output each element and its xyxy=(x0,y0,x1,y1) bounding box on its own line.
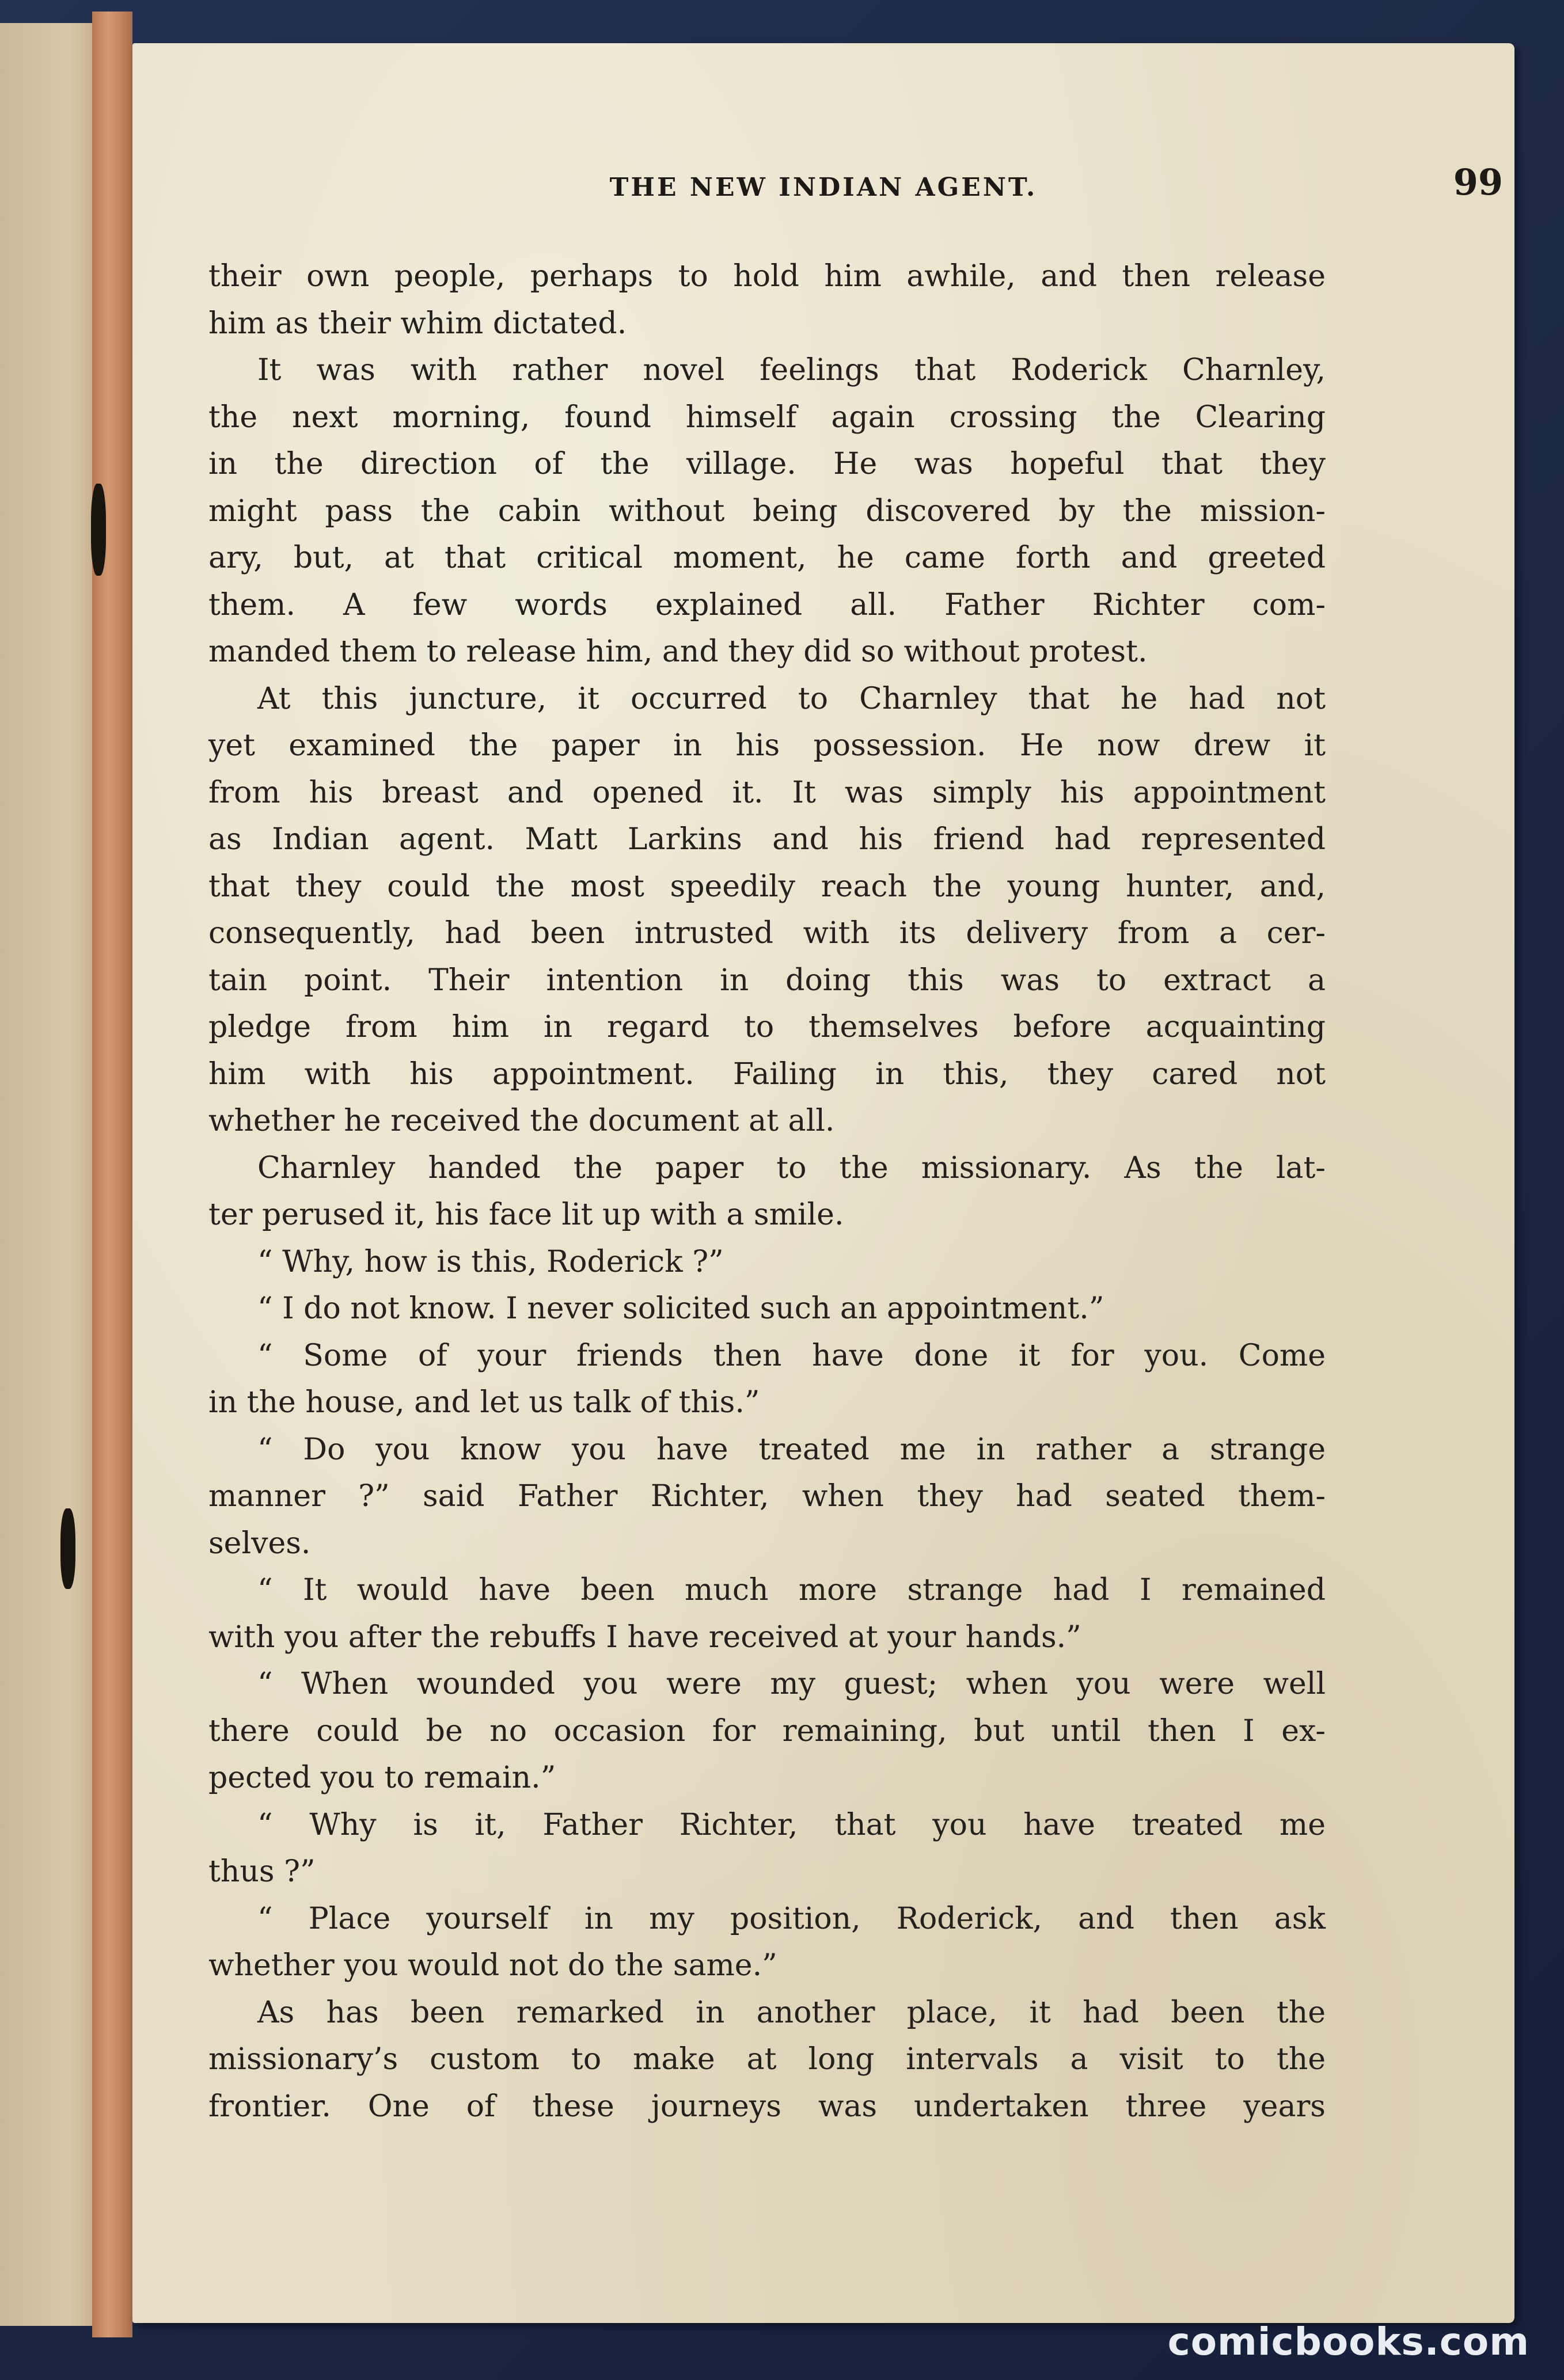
running-head: THE NEW INDIAN AGENT. xyxy=(609,173,1038,202)
binding-stitch-mark xyxy=(91,484,106,576)
text-line: in the direction of the village. He was hopeful that they xyxy=(208,447,1326,481)
text-line: whether you would not do the same.” xyxy=(208,1948,777,1983)
text-line: him as their whim dictated. xyxy=(208,306,627,341)
text-line: Charnley handed the paper to the missionary. As the lat- xyxy=(257,1150,1326,1185)
text-line: “ Why is it, Father Richter, that you have treated me xyxy=(257,1807,1326,1842)
text-line: from his breast and opened it. It was simply his appointment xyxy=(208,775,1326,810)
text-line: “ When wounded you were my guest; when you were well xyxy=(257,1667,1326,1701)
text-line: whether he received the document at all. xyxy=(208,1104,835,1138)
watermark: comicbooks.com xyxy=(1167,2320,1529,2364)
text-line: ter perused it, his face lit up with a smile. xyxy=(208,1197,844,1232)
text-line: the next morning, found himself again crossing the Clearing xyxy=(208,400,1326,435)
text-line: manded them to release him, and they did so without protest. xyxy=(208,634,1148,669)
book-spine xyxy=(92,12,132,2337)
text-line: ary, but, at that critical moment, he came forth and greeted xyxy=(208,541,1326,575)
text-line: consequently, had been intrusted with its delivery from a cer- xyxy=(208,916,1326,951)
text-line: thus ?” xyxy=(208,1854,316,1889)
text-line: “ Do you know you have treated me in rather a strange xyxy=(257,1432,1326,1467)
text-line: them. A few words explained all. Father Richter com- xyxy=(208,587,1326,622)
text-line: there could be no occasion for remaining, but until then I ex- xyxy=(208,1713,1326,1748)
text-line: tain point. Their intention in doing this was to extract a xyxy=(208,963,1326,998)
text-line: frontier. One of these journeys was undertaken three years xyxy=(208,2089,1326,2124)
text-line: It was with rather novel feelings that Roderick Charnley, xyxy=(257,353,1326,387)
text-line: might pass the cabin without being discovered by the mission- xyxy=(208,493,1326,529)
text-line: “ Why, how is this, Roderick ?” xyxy=(257,1244,724,1279)
text-line: “ I do not know. I never solicited such an appointment.” xyxy=(257,1291,1104,1326)
text-line: pledge from him in regard to themselves before acquainting xyxy=(208,1010,1326,1044)
text-line: At this juncture, it occurred to Charnley that he had not xyxy=(257,681,1326,716)
text-line: as Indian agent. Matt Larkins and his friend had represented xyxy=(208,822,1326,857)
binding-stitch-mark xyxy=(60,1508,75,1589)
text-line: pected you to remain.” xyxy=(208,1761,556,1795)
text-line: missionary’s custom to make at long intervals a visit to the xyxy=(208,2042,1326,2077)
text-line: him with his appointment. Failing in this, they cared not xyxy=(208,1056,1326,1092)
text-line: As has been remarked in another place, it had been the xyxy=(257,1995,1326,2030)
text-line: with you after the rebuffs I have received at your hands.” xyxy=(208,1619,1081,1655)
page-number: 99 xyxy=(1453,161,1503,203)
text-line: that they could the most speedily reach the young hunter, and, xyxy=(208,869,1326,904)
text-line: “ Place yourself in my position, Roderick, and then ask xyxy=(257,1901,1326,1936)
text-line: selves. xyxy=(208,1526,311,1561)
page-header xyxy=(132,121,1514,203)
text-line: their own people, perhaps to hold him awhile, and then release xyxy=(208,259,1326,294)
text-line: “ Some of your friends then have done it for you. Come xyxy=(257,1338,1326,1373)
text-line: in the house, and let us talk of this.” xyxy=(208,1385,760,1420)
text-line: manner ?” said Father Richter, when they had seated them- xyxy=(208,1479,1326,1514)
text-line: yet examined the paper in his possession. He now drew it xyxy=(208,728,1326,763)
body-text xyxy=(208,253,1326,2130)
text-line: “ It would have been much more strange had I remained xyxy=(257,1573,1326,1607)
